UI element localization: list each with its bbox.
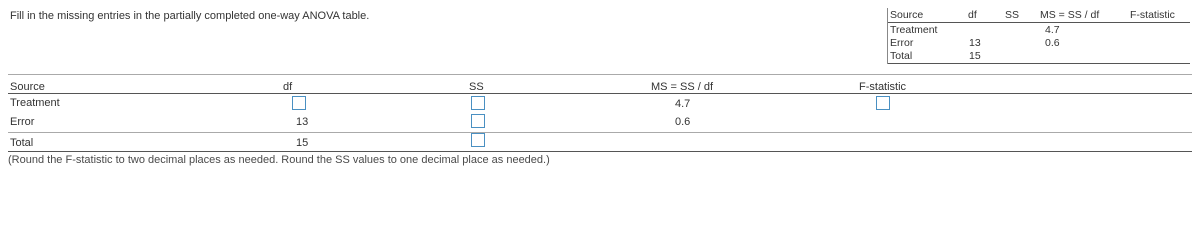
ref-row-treatment-source: Treatment xyxy=(890,24,938,36)
treatment-ss-input[interactable] xyxy=(471,96,485,110)
ref-left-border xyxy=(887,8,888,64)
ref-row-total-df: 15 xyxy=(969,50,981,62)
row-treatment-ms: 4.7 xyxy=(675,98,691,110)
header-df: df xyxy=(283,81,293,93)
section-separator xyxy=(8,74,1192,75)
header-source: Source xyxy=(10,81,45,93)
ref-bottom-divider xyxy=(887,63,1190,64)
header-f-statistic: F-statistic xyxy=(859,81,907,93)
ref-header-df: df xyxy=(968,9,977,21)
ref-row-error-ms: 0.6 xyxy=(1045,37,1060,49)
ref-header-ss: SS xyxy=(1005,9,1020,21)
row-treatment-source: Treatment xyxy=(10,97,60,109)
row-total-source: Total xyxy=(10,137,34,149)
instruction-text: Fill in the missing entries in the partially completed one-way ANOVA table. xyxy=(10,10,370,22)
row-total-df: 15 xyxy=(296,137,309,149)
row-error-df: 13 xyxy=(296,116,309,128)
total-ss-input[interactable] xyxy=(471,133,485,147)
ref-row-error-source: Error xyxy=(890,37,914,49)
row-error-ms: 0.6 xyxy=(675,116,691,128)
header-divider xyxy=(8,93,1192,94)
header-ms: MS = SS / df xyxy=(651,81,714,93)
table-bottom-divider xyxy=(8,151,1192,152)
ref-row-error-df: 13 xyxy=(969,37,981,49)
ref-header-divider xyxy=(887,22,1190,23)
header-ss: SS xyxy=(469,81,484,93)
row-error-source: Error xyxy=(10,116,35,128)
error-ss-input[interactable] xyxy=(471,114,485,128)
ref-row-total-source: Total xyxy=(890,50,913,62)
f-statistic-input[interactable] xyxy=(876,96,890,110)
ref-header-f: F-statistic xyxy=(1130,9,1175,21)
ref-header-ms: MS = SS / df xyxy=(1040,9,1100,21)
treatment-df-input[interactable] xyxy=(292,96,306,110)
total-divider xyxy=(8,132,1192,133)
rounding-note: (Round the F-statistic to two decimal places as needed. Round the SS values to one decimal place as needed.) xyxy=(8,154,550,166)
ref-header-source: Source xyxy=(890,9,924,21)
ref-row-treatment-ms: 4.7 xyxy=(1045,24,1060,36)
